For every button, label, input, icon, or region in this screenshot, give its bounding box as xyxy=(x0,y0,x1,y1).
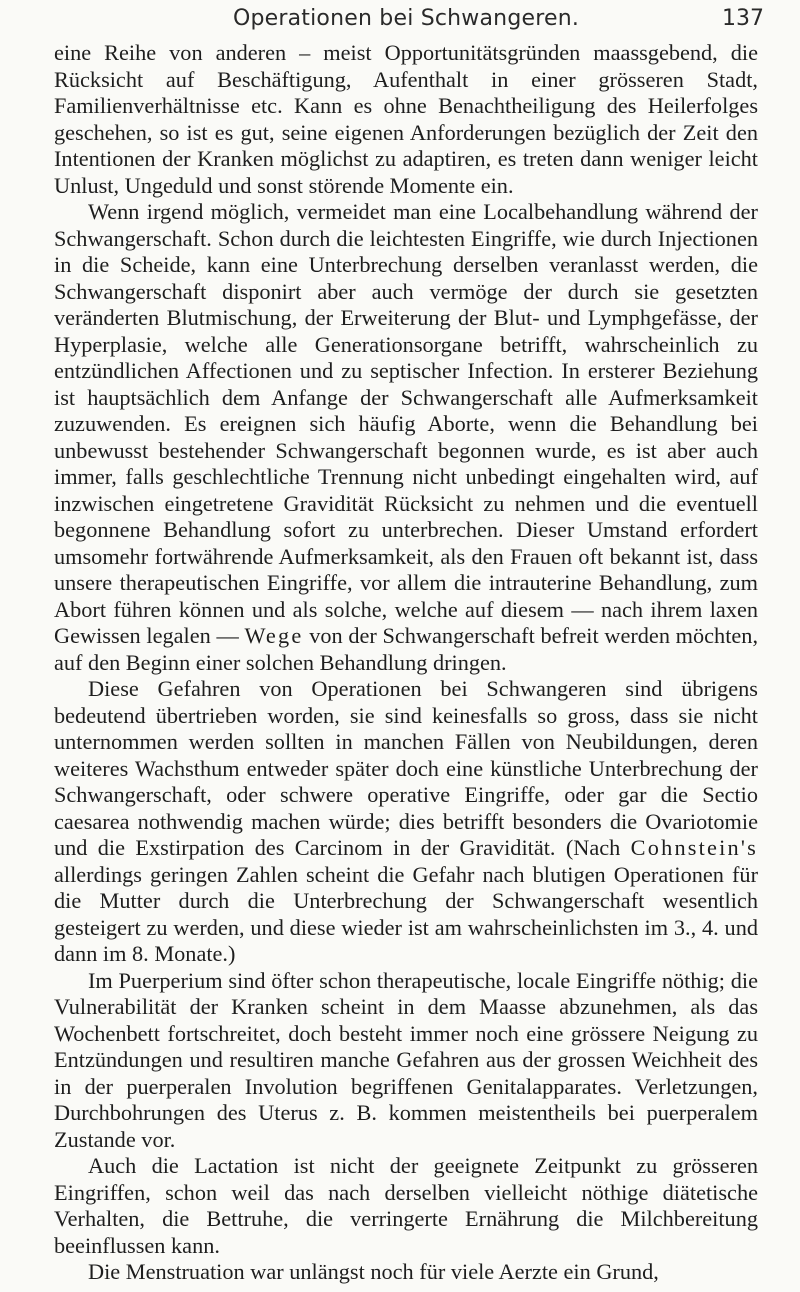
running-header xyxy=(54,6,764,40)
paragraph-3-text: Diese Gefahren von Operationen bei Schwangeren sind übrigens bedeutend übertrieben worden, sie sind keinesfalls so gross, dass sie nicht unternommen werden sollten in manchen Fällen von Neubildungen, deren weiteres Wachsthum entweder später doch eine künstliche Unterbrechung der Schwangerschaft, oder schwere operative Eingriffe, oder gar die Sectio caesarea nothwendig machen würde; dies betrifft besonders die Ovariotomie und die Exstirpation des Carcinom in der Gravidität. (Nach xyxy=(54,676,758,860)
paragraph-3 xyxy=(54,676,758,968)
paragraph-2-end: von der Schwangerschaft befreit werden möchten, auf den Beginn einer solchen Behandlung dringen. xyxy=(54,623,759,675)
emphasis-wege: Wege xyxy=(244,623,304,648)
body-text xyxy=(54,40,758,1286)
paragraph-5: Auch die Lactation ist nicht der geeignete Zeitpunkt zu grösseren Eingriffen, schon weil das nach derselben vielleicht nöthige diätetische Verhalten, die Bettruhe, die verringerte Ernährung die Milchbereitung beeinflussen kann. xyxy=(54,1153,758,1258)
paragraph-2 xyxy=(54,199,758,676)
paragraph-4: Im Puerperium sind öfter schon therapeutische, locale Eingriffe nöthig; die Vulnerabilität der Kranken scheint in dem Maasse abzunehmen, als das Wochenbett fortschreitet, doch besteht immer noch eine grössere Neigung zu Entzündungen und resultiren manche Gefahren aus der grossen Weichheit des in der puerperalen Involution begriffenen Genitalapparates. Verletzungen, Durchbohrungen des Uterus z. B. kommen meistentheils bei puerperalem Zustande vor. xyxy=(54,967,758,1152)
paragraph-3-end: allerdings geringen Zahlen scheint die Gefahr nach blutigen Operationen für die Mutter durch die Unterbrechung der Schwangerschaft wesentlich gesteigert zu werden, und diese wieder ist am wahrscheinlichsten im 3., 4. und dann im 8. Monate.) xyxy=(54,861,758,966)
running-title: Operationen bei Schwangeren. xyxy=(232,6,580,31)
paragraph-1: eine Reihe von anderen – meist Opportunitätsgründen maassgebend, die Rücksicht auf Beschäftigung, Aufenthalt in einer grösseren Stadt, Familienverhältnisse etc. Kann es ohne Benachtheiligung des Heilerfolges geschehen, so ist es gut, seine eigenen Anforderungen bezüglich der Zeit den Intentionen der Kranken möglichst zu adaptiren, es treten dann weniger leicht Unlust, Ungeduld und sonst störende Momente ein. xyxy=(54,40,758,198)
paragraph-6: Die Menstruation war unlängst noch für viele Aerzte ein Grund, xyxy=(88,1259,659,1284)
paragraph-2-text: Wenn irgend möglich, vermeidet man eine Localbehandlung während der Schwangerschaft. Schon durch die leichtesten Eingriffe, wie durch Injectionen in die Scheide, kann eine Unterbrechung derselben veranlasst werden, die Schwangerschaft disponirt aber auch vermöge der durch sie gesetzten veränderten Blutmischung, der Erweiterung der Blut- und Lymphgefässe, der Hyperplasie, welche alle Generationsorgane betrifft, wahrscheinlich zu entzündlichen Affectionen und zu septischer Infection. In ersterer Beziehung ist hauptsächlich dem Anfange der Schwangerschaft alle Aufmerksamkeit zuzuwenden. Es ereignen sich häufig Aborte, wenn die Behandlung bei unbewusst bestehender Schwangerschaft begonnen wurde, es ist aber auch immer, falls geschlechtliche Trennung nicht unbedingt eingehalten wird, auf inzwischen eingetretene Gravidität Rücksicht zu nehmen und die eventuell begonnene Behandlung sofort zu unterbrechen. Dieser Umstand erfordert umsomehr fortwährende Aufmerksamkeit, als den Frauen oft bekannt ist, dass unsere therapeutischen Eingriffe, vor allem die intrauterine Behandlung, zum Abort führen können und als solche, welche auf diesem — nach ihrem laxen Gewissen legalen — xyxy=(54,199,758,648)
page-number: 137 xyxy=(722,6,764,31)
author-name-cohnstein: Cohnstein's xyxy=(630,835,758,860)
